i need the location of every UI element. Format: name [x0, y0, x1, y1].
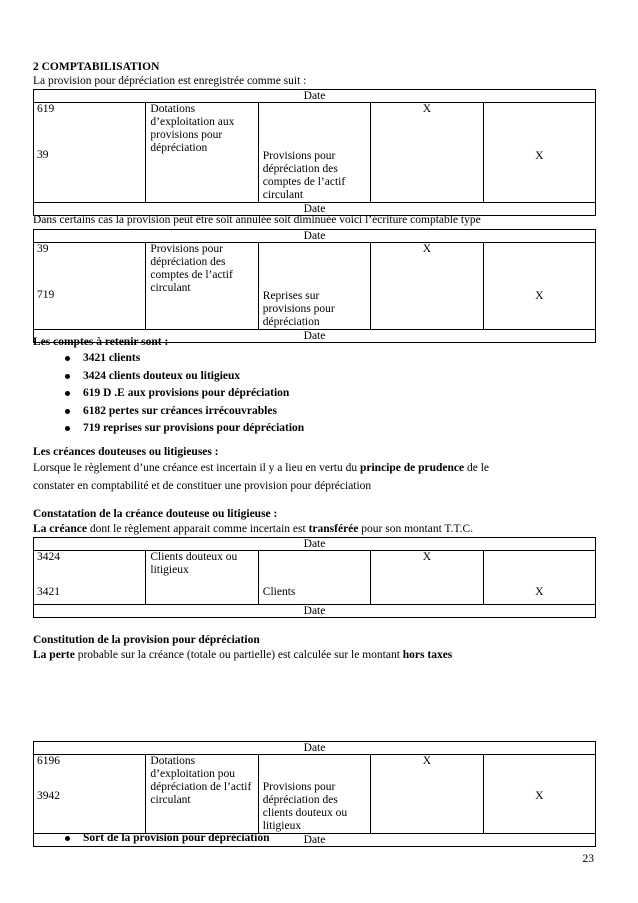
finding-text: La créance dont le règlement apparait comme incertain est transférée pour son montant T.T.C. — [33, 523, 474, 535]
debit-account: 6196 — [37, 755, 60, 767]
journal-date-top: Date — [34, 230, 596, 243]
debit-mark: X — [422, 755, 432, 767]
credit-account: 3942 — [37, 790, 60, 802]
debit-account: 3424 — [37, 551, 60, 563]
journal-date-top: Date — [34, 538, 596, 551]
debit-account: 619 — [37, 103, 55, 115]
section-intro: La provision pour dépréciation est enregistrée comme suit : — [33, 75, 307, 87]
cancel-text: Dans certains cas la provision peut être soit annulée soit diminuée voici l’écriture comptable type — [33, 214, 481, 226]
credit-label: Clients — [262, 586, 296, 598]
doubtful-heading: Les créances douteuses ou litigieuses : — [33, 446, 219, 458]
journal-date-bottom: Date — [34, 203, 596, 216]
credit-mark: X — [535, 790, 544, 802]
fate-list — [33, 830, 269, 848]
debit-mark: X — [422, 243, 432, 255]
doubtful-paragraph-line1: Lorsque le règlement d’une créance est incertain il y a lieu en vertu du principe de prudence de le — [33, 462, 490, 474]
credit-account: 3421 — [37, 586, 60, 598]
page-number: 23 — [582, 853, 594, 865]
accounts-list — [33, 350, 304, 438]
journal-accounts — [34, 103, 146, 203]
list-item: 619 D .E aux provisions pour dépréciation — [33, 385, 304, 403]
journal-date-bottom: Date — [34, 330, 596, 343]
debit-label: Clients douteux ou litigieux — [150, 551, 238, 576]
debit-mark: X — [422, 103, 432, 115]
debit-account: 39 — [37, 243, 49, 255]
credit-mark: X — [535, 150, 544, 162]
debit-mark: X — [422, 551, 432, 563]
credit-mark: X — [535, 586, 544, 598]
journal-entry-2 — [33, 229, 596, 343]
journal-date-bottom: Date — [34, 605, 596, 618]
journal-entry-3 — [33, 537, 596, 618]
journal-date-top: Date — [34, 742, 596, 755]
credit-label: Provisions pour dépréciation des clients douteux ou litigieux — [262, 781, 348, 832]
constitution-text: La perte probable sur la créance (totale ou partielle) est calculée sur le montant hors taxes — [33, 649, 453, 661]
list-item: 6182 pertes sur créances irrécouvrables — [33, 403, 304, 421]
credit-label: Provisions pour dépréciation des comptes de l’actif circulant — [262, 150, 346, 201]
credit-account: 719 — [37, 289, 55, 301]
debit-label: Dotations d’exploitation aux provisions pour dépréciation — [150, 103, 235, 154]
credit-account: 39 — [37, 149, 49, 161]
list-item: Sort de la provision pour dépréciation — [33, 830, 269, 848]
constitution-heading: Constitution de la provision pour dépréciation — [33, 634, 260, 646]
journal-date-bottom: Date — [34, 834, 596, 847]
finding-heading: Constatation de la créance douteuse ou litigieuse : — [33, 508, 278, 520]
list-item: 3424 clients douteux ou litigieux — [33, 368, 304, 386]
credit-label: Reprises sur provisions pour dépréciation — [262, 290, 335, 328]
section-title: 2 COMPTABILISATION — [33, 61, 160, 73]
debit-label: Dotations d’exploitation pou dépréciation de l’actif circulant — [150, 755, 252, 806]
debit-label: Provisions pour dépréciation des comptes de l’actif circulant — [150, 243, 233, 294]
doubtful-paragraph-line2: constater en comptabilité et de constituer une provision pour dépréciation — [33, 480, 372, 492]
credit-mark: X — [535, 290, 544, 302]
journal-date-top: Date — [34, 90, 596, 103]
list-item: 719 reprises sur provisions pour dépréciation — [33, 420, 304, 438]
accounts-heading: Les comptes à retenir sont : — [33, 336, 169, 348]
list-item: 3421 clients — [33, 350, 304, 368]
journal-entry-1 — [33, 89, 596, 216]
